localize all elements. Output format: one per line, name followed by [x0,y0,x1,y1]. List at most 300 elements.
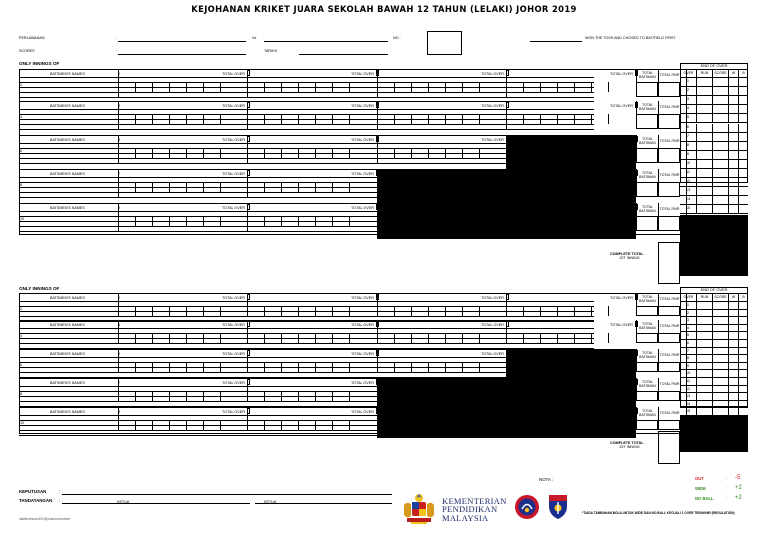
ball-cell-divider [315,306,316,316]
ball-cell-divider [264,420,265,430]
total-over-label: TOTAL OVER [351,323,374,327]
penalty-legend [695,477,755,507]
ball-cell-divider [152,362,153,372]
ball-cell-divider [332,391,333,401]
total-pair-header: TOTAL PAIR [658,169,680,182]
over-entry-cell[interactable] [712,310,728,318]
total-over-label: TOTAL OVER [351,138,374,142]
ball-cell-divider [298,306,299,316]
over-entry-cell[interactable] [712,348,728,356]
over-column-header: W [728,70,738,78]
ball-cell-divider [445,306,446,316]
ball-cell-divider [349,362,350,372]
nota-label: NOTA : [539,477,554,482]
over-entry-cell[interactable] [738,310,748,318]
over-column-header: B [738,70,748,78]
over-entry-cell[interactable] [712,370,728,378]
total-batsman-header: TOTAL BATSMAN [636,169,658,182]
total-batsman-header: TOTAL BATSMAN [636,320,658,333]
over-column-header: W [728,294,738,302]
pair-number: 2 [20,307,23,311]
over-entry-cell[interactable] [696,370,712,378]
grid-row-line [19,306,594,307]
ball-cell-divider [135,362,136,372]
over-number-cell: 11 [680,169,696,178]
ball-cell-divider [349,333,350,343]
grid-row-line [19,301,594,302]
ball-cell-divider [281,420,282,430]
1st-inning-label: 1ST INNING [619,445,640,449]
ball-cell-divider [557,306,558,316]
blocked-area [680,416,748,452]
pair-number: 1 [118,72,121,76]
over-entry-cell[interactable] [728,340,738,348]
over-number-cell: 9 [680,151,696,160]
over-entry-cell[interactable] [738,370,748,378]
total-over-label: TOTAL OVER [222,381,245,385]
ball-cell-divider [135,333,136,343]
ball-cell-divider [394,333,395,343]
ball-cell-divider [220,391,221,401]
segment-divider [377,293,378,316]
over-number-cell: 10 [680,160,696,169]
over-entry-cell[interactable] [728,386,738,394]
over-number-cell: 12 [680,386,696,394]
total-batsman-header: TOTAL BATSMAN [636,349,658,362]
over-number-cell: 6 [680,340,696,348]
over-entry-cell[interactable] [738,325,748,333]
segment-divider [247,320,248,343]
total-batsman-box[interactable] [636,362,658,372]
complete-total-label: COMPLETE TOTAL [610,441,644,445]
over-entry-cell[interactable] [712,302,728,310]
over-entry-cell[interactable] [696,332,712,340]
batsman-names-label: BATSMEN'S NAMES [50,172,85,176]
pair-number: 2 [20,83,23,87]
over-entry-cell[interactable] [712,317,728,325]
over-column-header: SCORE [712,70,728,78]
over-entry-cell[interactable] [696,386,712,394]
ball-cell-divider [428,362,429,372]
ball-cell-divider [462,362,463,372]
over-entry-cell[interactable] [696,348,712,356]
over-entry-cell[interactable] [728,401,738,409]
ball-cell-divider [281,391,282,401]
ball-cell-divider [169,362,170,372]
over-number-cell: 2 [680,87,696,96]
over-number-cell: 8 [680,355,696,363]
ball-cell-divider [169,333,170,343]
over-number-cell: 3 [680,96,696,105]
total-batsman-box[interactable] [636,306,658,316]
over-entry-cell[interactable] [738,378,748,386]
penalty-colon: : [726,496,728,501]
over-entry-cell[interactable] [738,386,748,394]
over-entry-cell[interactable] [728,348,738,356]
total-batsman-header: TOTAL BATSMAN [636,203,658,216]
total-batsman-box[interactable] [636,333,658,343]
penalty-label: NO BALL [695,496,714,501]
ball-cell-divider [220,362,221,372]
over-entry-cell[interactable] [738,363,748,371]
ball-cell-divider [540,333,541,343]
signature-field-1[interactable] [62,503,250,504]
over-entry-cell[interactable] [738,340,748,348]
pair-number: 9 [118,206,121,210]
grid-row-line [19,311,594,312]
ball-cell-divider [540,306,541,316]
grid-row-line [19,316,594,317]
over-entry-cell[interactable] [712,363,728,371]
ball-cell-divider [220,333,221,343]
total-pair-box[interactable] [658,420,680,430]
ball-cell-divider [315,391,316,401]
total-over-label: TOTAL OVER [351,410,374,414]
batsman-names-label: BATSMEN'S NAMES [50,410,85,414]
batsman-names-label: BATSMEN'S NAMES [50,323,85,327]
over-number-cell: 14 [680,401,696,409]
ball-cell-divider [152,306,153,316]
over-entry-cell[interactable] [696,325,712,333]
ketua-label-2: KETUA [264,500,277,504]
pair-number: 8 [20,392,23,396]
over-number-cell: 10 [680,370,696,378]
segment-divider [247,349,248,372]
total-over-label: TOTAL OVER [351,104,374,108]
scores-colon: : [116,49,118,53]
over-number-cell: 9 [680,363,696,371]
total-over-label: TOTAL OVER [610,104,633,108]
over-entry-cell[interactable] [712,325,728,333]
pair-number: 7 [118,381,121,385]
pair-number: 3 [118,104,121,108]
over-entry-cell[interactable] [696,408,712,416]
ball-cell-divider [479,362,480,372]
ball-cell-divider [574,333,575,343]
total-over-label: TOTAL OVER [222,296,245,300]
perlawanan-label: PERLAWANAN [19,36,45,40]
ball-cell-divider [203,362,204,372]
ball-cell-divider [169,306,170,316]
ball-cell-divider [203,306,204,316]
total-batsman-header: TOTAL BATSMAN [636,378,658,391]
over-entry-cell[interactable] [728,393,738,401]
ball-cell-divider [220,420,221,430]
over-entry-cell[interactable] [738,348,748,356]
over-column-header: OVER [680,70,696,78]
ball-cell-divider [298,333,299,343]
complete-total-box[interactable] [658,431,680,464]
pair-number: 10 [20,421,25,425]
over-entry-cell[interactable] [738,317,748,325]
ball-cell-divider [411,333,412,343]
total-pair-box[interactable] [658,333,680,343]
ball-cell-divider [462,333,463,343]
keputusan-colon: : [59,489,61,494]
over-number-cell: 12 [680,178,696,187]
over-number-cell: 5 [680,114,696,123]
over-entry-cell[interactable] [738,393,748,401]
total-over-label: TOTAL OVER [222,172,245,176]
ball-cell-divider [523,306,524,316]
total-over-label: TOTAL OVER [610,72,633,76]
ball-cell-divider [186,306,187,316]
total-over-label: TOTAL OVER [351,296,374,300]
total-pair-box[interactable] [658,306,680,316]
ball-cell-divider [557,333,558,343]
ball-cell-divider [315,420,316,430]
vs-label: Vs [252,36,257,40]
ball-cell-divider [264,362,265,372]
ball-cell-divider [135,391,136,401]
ball-cell-divider [186,420,187,430]
total-over-label: TOTAL OVER [222,410,245,414]
total-over-label: TOTAL OVER [351,72,374,76]
keputusan-field[interactable] [62,494,392,495]
over-entry-cell[interactable] [696,317,712,325]
total-over-label: TOTAL OVER [351,206,374,210]
total-pair-header: TOTAL PAIR [658,320,680,333]
total-over-label: TOTAL OVER [481,323,504,327]
total-pair-header: TOTAL PAIR [658,69,680,82]
ball-cell-divider [220,306,221,316]
total-batsman-header: TOTAL BATSMAN [636,101,658,114]
total-batsman-header: TOTAL BATSMAN [636,69,658,82]
complete-total-label: COMPLETE TOTAL [610,252,644,256]
total-over-label: TOTAL OVER [481,138,504,142]
total-pair-header: TOTAL PAIR [658,407,680,420]
over-entry-cell[interactable] [696,355,712,363]
over-number-cell: 6 [680,124,696,133]
over-entry-cell[interactable] [738,355,748,363]
over-entry-cell[interactable] [728,310,738,318]
over-entry-cell[interactable] [696,363,712,371]
ball-cell-divider [479,333,480,343]
over-column-header: B [738,294,748,302]
over-entry-cell[interactable] [696,378,712,386]
over-number-cell: 15 [680,205,696,214]
batsman-names-label: BATSMEN'S NAMES [50,352,85,356]
over-column-header: RUN [696,70,712,78]
total-over-label: TOTAL OVER [351,172,374,176]
pair-number: 9 [118,410,121,414]
over-number-cell: 13 [680,393,696,401]
over-entry-cell[interactable] [738,302,748,310]
pair-number: 5 [118,138,121,142]
ball-cell-divider [428,333,429,343]
ball-cell-divider [298,362,299,372]
total-pair-header: TOTAL PAIR [658,349,680,362]
cricket-association-shield-logo [546,492,570,520]
over-entry-cell[interactable] [728,302,738,310]
ball-cell-divider [349,306,350,316]
batsman-names-label: BATSMEN'S NAMES [50,296,85,300]
ball-cell-divider [186,362,187,372]
ball-cell-divider [152,420,153,430]
ball-cell-divider [315,333,316,343]
ball-cell-divider [169,420,170,430]
over-entry-cell[interactable] [712,408,728,416]
over-entry-cell[interactable] [712,340,728,348]
ball-cell-divider [332,333,333,343]
ball-cell-divider [523,333,524,343]
innings-title: ONLY INNINGS OF [19,286,60,291]
grid-row-line [19,343,594,344]
total-batsman-header: TOTAL BATSMAN [636,293,658,306]
over-entry-cell[interactable] [728,378,738,386]
over-entry-cell[interactable] [696,340,712,348]
grid-row-line [19,333,594,334]
total-batsman-header: TOTAL BATSMAN [636,135,658,148]
over-entry-cell[interactable] [696,310,712,318]
ball-cell-divider [349,420,350,430]
over-number-cell: 1 [680,78,696,87]
total-over-label: TOTAL OVER [351,381,374,385]
ball-cell-divider [264,306,265,316]
file-reference: /taklimat/scan2019/johor/scoresheet [19,517,71,521]
total-over-label: TOTAL OVER [481,296,504,300]
over-entry-cell[interactable] [728,325,738,333]
over-number-cell: 11 [680,378,696,386]
segment-divider [377,349,378,372]
logo-text-line: MALAYSIA [442,512,489,523]
keputusan-label: KEPUTUSAN [19,489,47,494]
over-number-cell: 4 [680,105,696,114]
pair-number: 4 [20,115,23,119]
pair-number: 3 [118,323,121,327]
ball-cell-divider [298,391,299,401]
ball-cell-divider [462,306,463,316]
batsman-names-label: BATSMEN'S NAMES [50,72,85,76]
ketua-label-1: KETUA [117,500,130,504]
total-over-label: TOTAL OVER [222,206,245,210]
over-entry-cell[interactable] [728,408,738,416]
end-of-over-header: END OF OVER [680,63,748,70]
ball-cell-divider [152,333,153,343]
over-entry-cell[interactable] [728,317,738,325]
over-entry-cell[interactable] [728,370,738,378]
batsman-names-label: BATSMEN'S NAMES [50,138,85,142]
segment-divider [506,293,507,316]
ball-cell-divider [298,420,299,430]
scores-label: SCORES [19,49,35,53]
penalty-value: -5 [735,475,741,481]
over-entry-cell[interactable] [728,363,738,371]
grid-row-line [19,338,594,339]
total-batsman-box[interactable] [636,391,658,401]
total-pair-header: TOTAL PAIR [658,135,680,148]
penalty-label: OUT [695,476,704,481]
blocked-area [377,378,506,438]
ball-cell-divider [591,306,592,316]
total-over-label: TOTAL OVER [222,352,245,356]
perlawanan-colon: : [116,36,118,40]
ball-cell-divider [186,391,187,401]
end-of-over-header: END OF OVER [680,287,748,294]
logo-text-line: KEMENTERIAN [442,496,507,506]
segment-divider [118,407,119,430]
over-entry-cell[interactable] [712,401,728,409]
over-entry-cell[interactable] [712,386,728,394]
pair-number: 10 [20,217,25,221]
over-entry-cell[interactable] [712,355,728,363]
ball-cell-divider [169,391,170,401]
pair-number: 4 [20,334,23,338]
total-pair-header: TOTAL PAIR [658,101,680,114]
over-entry-cell[interactable] [728,332,738,340]
total-pair-box[interactable] [658,362,680,372]
total-over-label: TOTAL OVER [222,138,245,142]
over-entry-cell[interactable] [696,401,712,409]
total-pair-header: TOTAL PAIR [658,203,680,216]
over-number-cell: 2 [680,310,696,318]
ball-cell-divider [445,362,446,372]
ball-cell-divider [332,306,333,316]
penalty-value: +2 [735,495,742,501]
pair-number: 6 [20,149,23,153]
over-entry-cell[interactable] [728,355,738,363]
pair-number: 1 [118,296,121,300]
ball-cell-divider [411,362,412,372]
blocked-area [506,407,636,438]
pair-number: 6 [20,363,23,367]
pair-number: 7 [118,172,121,176]
total-over-label: TOTAL OVER [610,323,633,327]
total-pair-box[interactable] [658,391,680,401]
total-over-label: TOTAL OVER [610,296,633,300]
over-number-cell: 14 [680,196,696,205]
over-entry-cell[interactable] [738,401,748,409]
segment-divider [118,349,119,372]
sports-emblem-logo [514,494,540,520]
over-entry-cell[interactable] [738,408,748,416]
total-batsman-box[interactable] [636,420,658,430]
ball-cell-divider [445,333,446,343]
over-entry-cell[interactable] [712,378,728,386]
ball-cell-divider [394,306,395,316]
logo-text-line: PENDIDIKAN [442,504,498,515]
ball-cell-divider [203,420,204,430]
over-number-cell: 1 [680,302,696,310]
ball-cell-divider [394,362,395,372]
over-entry-cell[interactable] [712,332,728,340]
ball-cell-divider [479,306,480,316]
over-entry-cell[interactable] [712,393,728,401]
ball-cell-divider [349,391,350,401]
batsman-names-label: BATSMEN'S NAMES [50,206,85,210]
segment-divider [118,378,119,401]
over-column-header: SCORE [712,294,728,302]
total-pair-header: TOTAL PAIR [658,293,680,306]
ball-cell-divider [203,333,204,343]
ball-cell-divider [264,391,265,401]
grid-row-line [19,328,594,329]
ball-cell-divider [281,362,282,372]
segment-divider [247,407,248,430]
over-entry-cell[interactable] [696,393,712,401]
ball-cell-divider [608,306,609,316]
total-over-label: TOTAL OVER [481,72,504,76]
over-number-cell: 4 [680,325,696,333]
over-entry-cell[interactable] [696,302,712,310]
penalty-label: WIDE [695,486,706,491]
ball-cell-divider [135,306,136,316]
innings-title: ONLY INNINGS OF [19,61,60,66]
over-number-cell: 13 [680,187,696,196]
ball-cell-divider [428,306,429,316]
over-entry-cell[interactable] [738,332,748,340]
ministry-logo-text [442,497,507,522]
